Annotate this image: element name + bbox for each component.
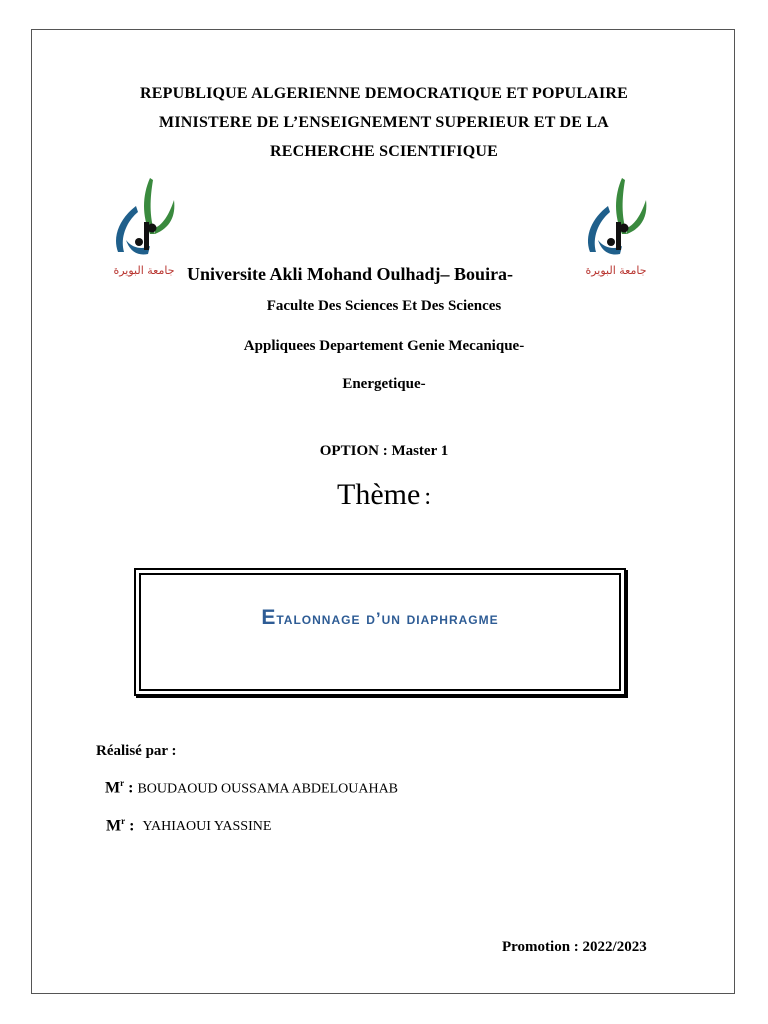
faculty-line-1: Faculte Des Sciences Et Des Sciences bbox=[266, 298, 502, 314]
header-line-1: REPUBLIQUE ALGERIENNE DEMOCRATIQUE ET POPULAIRE bbox=[140, 85, 628, 102]
faculty-line-2: Appliquees Departement Genie Mecanique- bbox=[243, 338, 525, 354]
author-sep: : bbox=[128, 779, 134, 797]
author-name-1: BOUDAOUD OUSSAMA ABDELOUAHAB bbox=[137, 781, 399, 797]
thesis-title-rest: talonnage d’un diaphragme bbox=[276, 609, 499, 628]
author-prefix-sup: r bbox=[120, 778, 125, 788]
option-value: Master 1 bbox=[391, 443, 449, 459]
promotion-year: Promotion : 2022/2023 bbox=[502, 939, 647, 955]
author-prefix: M bbox=[105, 779, 121, 797]
title-box-inner-border bbox=[139, 573, 621, 691]
header-line-3: RECHERCHE SCIENTIFIQUE bbox=[269, 143, 498, 160]
university-logo-left bbox=[108, 176, 180, 280]
title-box bbox=[134, 568, 626, 696]
svg-text:جامعة البويرة: جامعة البويرة bbox=[585, 264, 647, 277]
theme-heading bbox=[0, 478, 768, 512]
thesis-title bbox=[136, 606, 624, 630]
thesis-title-initial: E bbox=[261, 606, 277, 629]
author-sep: : bbox=[129, 817, 135, 835]
option-line bbox=[0, 443, 768, 460]
authors-label: Réalisé par : bbox=[96, 743, 177, 759]
theme-label: Thème bbox=[337, 478, 421, 511]
author-prefix: M bbox=[106, 817, 122, 835]
university-name: Universite Akli Mohand Oulhadj– Bouira- bbox=[187, 264, 514, 284]
header-line-2: MINISTERE DE L’ENSEIGNEMENT SUPERIEUR ET DE LA bbox=[159, 114, 609, 131]
option-label: OPTION : bbox=[319, 443, 388, 459]
university-logo-right bbox=[580, 176, 652, 280]
theme-colon: : bbox=[424, 484, 431, 510]
author-name-2: YAHIAOUI YASSINE bbox=[142, 819, 272, 835]
author-row-1 bbox=[105, 778, 398, 797]
author-prefix-sup: r bbox=[121, 816, 126, 826]
faculty-line-3: Energetique- bbox=[342, 376, 426, 392]
svg-text:جامعة البويرة: جامعة البويرة bbox=[113, 264, 175, 277]
author-row-2 bbox=[106, 816, 271, 835]
